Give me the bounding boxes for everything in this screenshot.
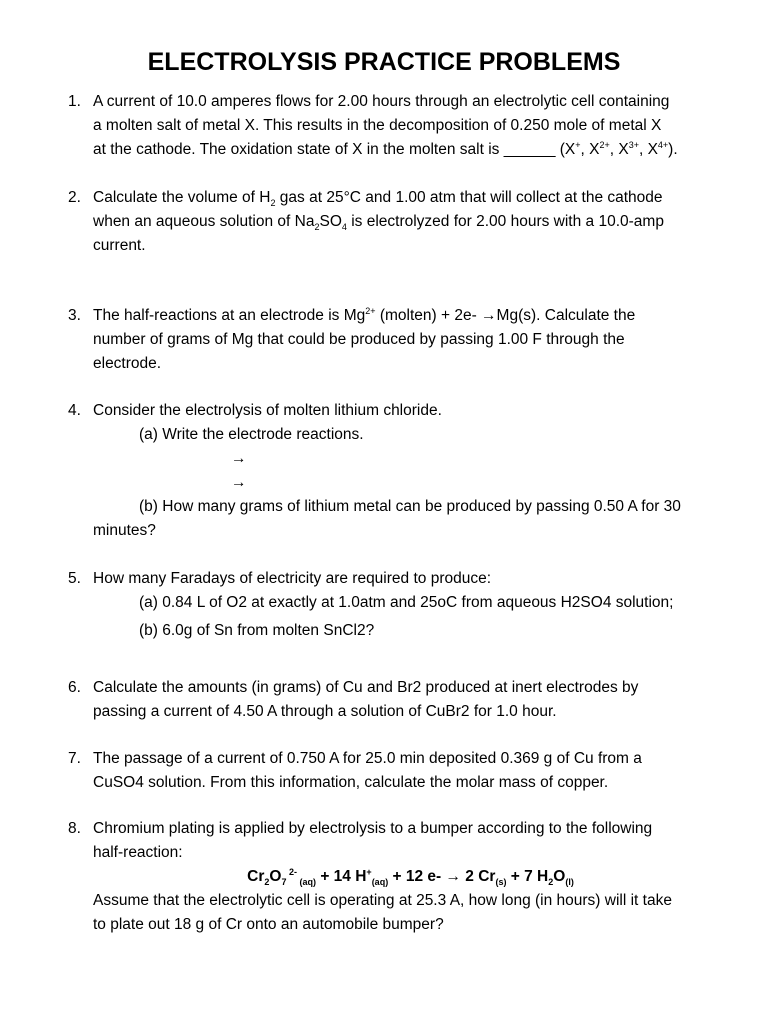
text-segment: O (553, 868, 566, 885)
text-segment: ). (668, 141, 678, 158)
problem-line: CuSO4 solution. From this information, calculate the molar mass of copper. (93, 774, 609, 791)
problem-2 (68, 186, 728, 258)
subscript: 2 (270, 198, 276, 209)
problem-text (93, 889, 728, 937)
page-title: ELECTROLYSIS PRACTICE PROBLEMS (147, 48, 621, 76)
problem-number: 3. (68, 307, 81, 324)
problem-6 (68, 676, 728, 724)
problem-text (93, 90, 728, 162)
part-b: (b) 6.0g of Sn from molten SnCl2? (139, 622, 375, 639)
problem-number: 8. (68, 820, 81, 837)
subscript: (l) (565, 877, 574, 888)
problem-number: 4. (68, 402, 81, 419)
subscript: 4 (341, 222, 347, 233)
text-segment: (molten) + 2e- →Mg(s). Calculate the (375, 307, 636, 324)
problem-line: Consider the electrolysis of molten lithium chloride. (93, 402, 442, 419)
text-segment: is electrolyzed for 2.00 hours with a 10.0-amp (346, 213, 664, 230)
subscript: (s) (495, 877, 507, 888)
text-segment: at the cathode. The oxidation state of X in the molten salt is ______ (X (93, 141, 576, 158)
superscript: 2+ (599, 139, 610, 150)
problem-1 (68, 90, 728, 162)
problem-4 (68, 399, 728, 543)
part-a: (a) 0.84 L of O2 at exactly at 1.0atm and 25oC from aqueous H2SO4 solution; (139, 594, 674, 611)
problem-line: A current of 10.0 amperes flows for 2.00 hours through an electrolytic cell containing (93, 93, 670, 110)
problem-line: passing a current of 4.50 A through a solution of CuBr2 for 1.0 hour. (93, 703, 557, 720)
text-segment: gas at 25°C and 1.00 atm that will collect at the cathode (275, 189, 663, 206)
problem-3 (68, 304, 728, 376)
problem-line (93, 186, 728, 210)
subscript: 7 (281, 877, 287, 888)
text-segment: SO (319, 213, 342, 230)
subscript: (aq) (371, 877, 389, 888)
text-segment: when an aqueous solution of Na (93, 213, 315, 230)
problem-line: to plate out 18 g of Cr onto an automobile bumper? (93, 916, 444, 933)
problem-line (93, 138, 728, 162)
problem-line: Calculate the amounts (in grams) of Cu and Br2 produced at inert electrodes by (93, 679, 639, 696)
subscript: 2 (264, 877, 270, 888)
superscript: + (366, 866, 372, 877)
subscript: 2 (314, 222, 320, 233)
problem-line: current. (93, 237, 146, 254)
superscript: 2- (286, 866, 298, 877)
problem-7 (68, 747, 728, 795)
problem-8 (68, 817, 728, 937)
part-a: (a) Write the electrode reactions. (139, 426, 364, 443)
text-segment: + 7 H (506, 868, 549, 885)
problem-line: half-reaction: (93, 844, 183, 861)
subscript: (aq) (297, 877, 317, 888)
superscript: 4+ (657, 139, 669, 150)
problem-line: Chromium plating is applied by electrolysis to a bumper according to the following (93, 820, 653, 837)
text-segment: O (269, 868, 282, 885)
superscript: + (575, 139, 581, 150)
subscript: 2 (548, 877, 554, 888)
superscript: 2+ (365, 305, 376, 316)
problem-line: number of grams of Mg that could be produced by passing 1.00 F through the (93, 331, 625, 348)
superscript: 3+ (628, 139, 639, 150)
chemical-equation (93, 865, 728, 889)
text-segment: , X (609, 141, 629, 158)
problem-text (93, 567, 728, 643)
problem-text (93, 399, 728, 543)
text-segment: + 14 H (316, 868, 367, 885)
problem-text (93, 676, 728, 724)
text-segment: , X (580, 141, 600, 158)
problem-number: 7. (68, 750, 81, 767)
part-b: (b) How many grams of lithium metal can be produced by passing 0.50 A for 30 (139, 498, 681, 515)
problem-text (93, 747, 728, 795)
problem-5 (68, 567, 728, 643)
text-segment: , X (638, 141, 658, 158)
problem-line: The passage of a current of 0.750 A for 25.0 min deposited 0.369 g of Cu from a (93, 750, 642, 767)
reaction-arrow: → (231, 450, 247, 467)
problem-line: minutes? (93, 522, 156, 539)
problem-text (93, 817, 728, 865)
problem-line: a molten salt of metal X. This results in the decomposition of 0.250 mole of metal X (93, 117, 662, 134)
problem-text (93, 304, 728, 376)
problem-line (93, 210, 728, 234)
text-segment: Calculate the volume of H (93, 189, 271, 206)
problem-line: How many Faradays of electricity are required to produce: (93, 570, 492, 587)
problem-number: 5. (68, 570, 81, 587)
problem-line: Assume that the electrolytic cell is operating at 25.3 A, how long (in hours) will it take (93, 892, 672, 909)
problem-text (93, 186, 728, 258)
problem-number: 2. (68, 189, 81, 206)
problem-number: 1. (68, 93, 81, 110)
text-segment: Cr (247, 868, 265, 885)
text-segment: + 12 e- → 2 Cr (388, 868, 496, 885)
problem-number: 6. (68, 679, 81, 696)
problem-line: electrode. (93, 355, 162, 372)
text-segment: The half-reactions at an electrode is Mg (93, 307, 366, 324)
reaction-arrow: → (231, 474, 247, 491)
problem-line (93, 304, 728, 328)
